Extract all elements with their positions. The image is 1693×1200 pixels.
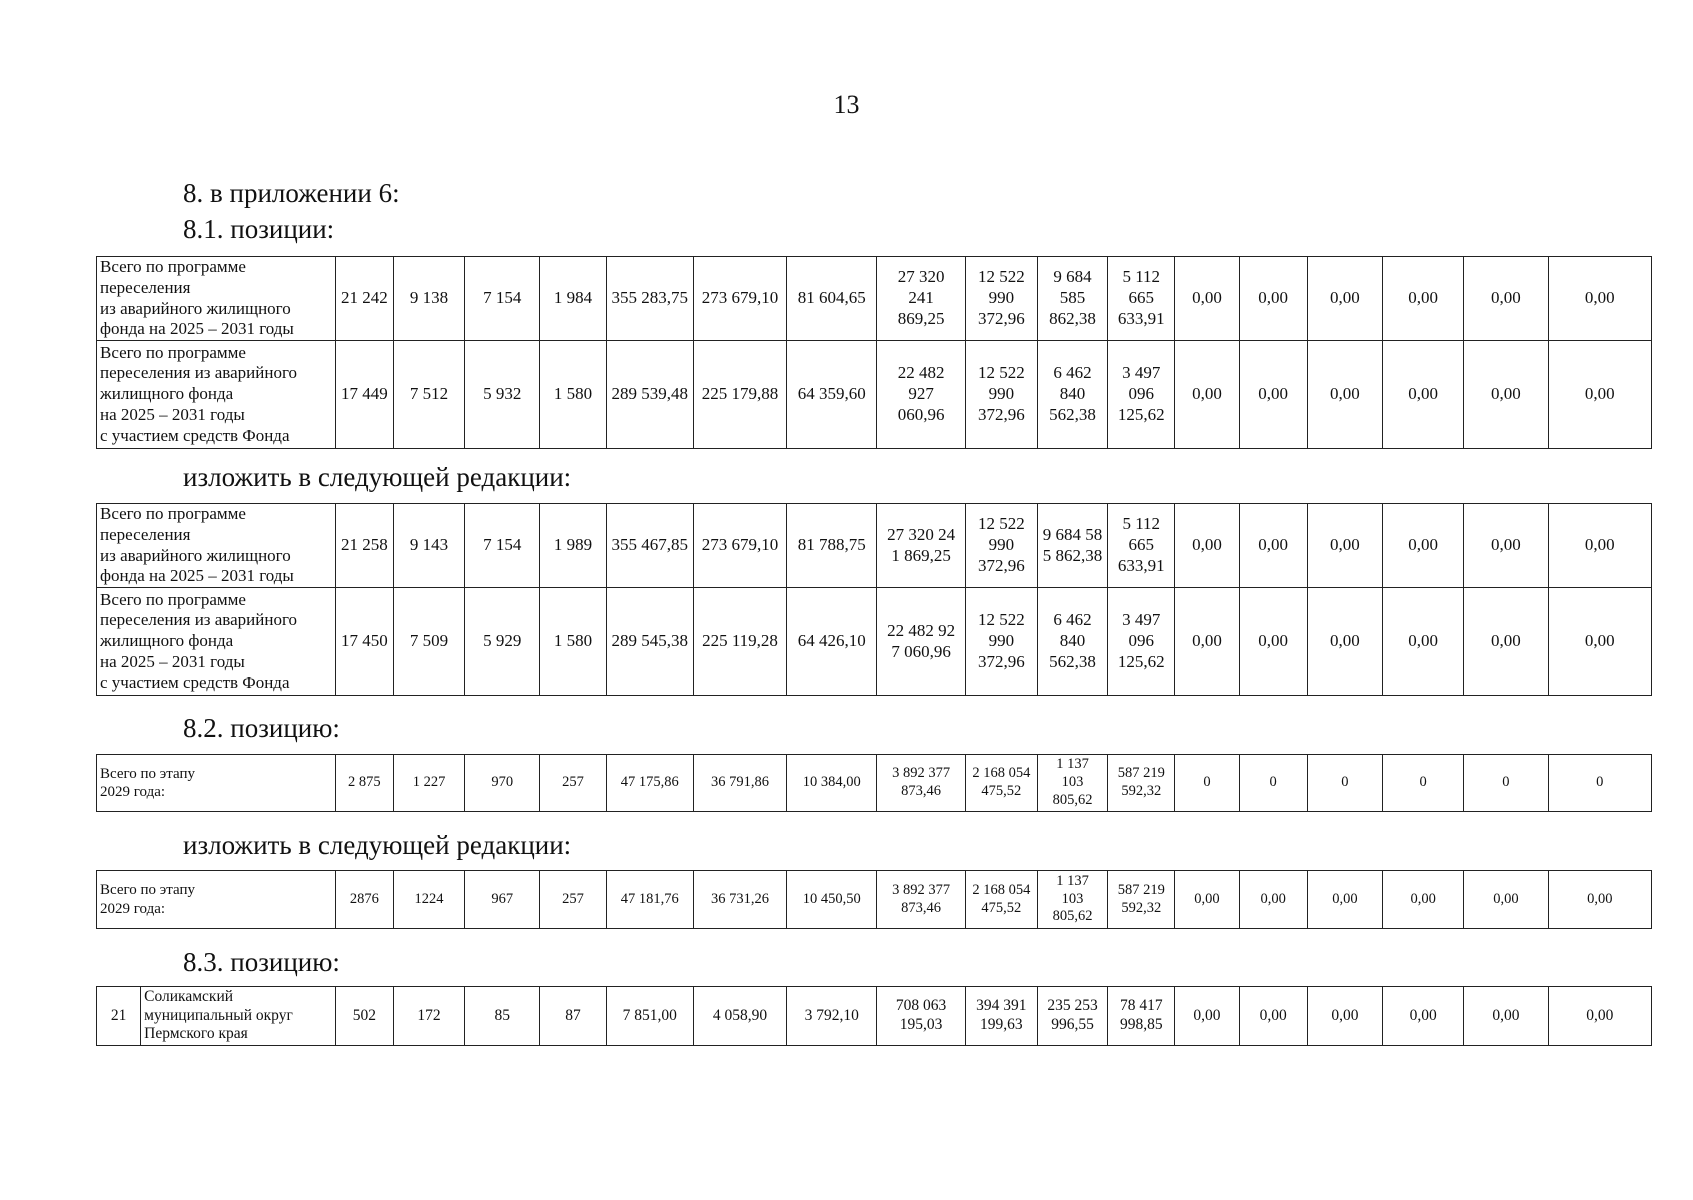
value-cell-3: 970 bbox=[465, 755, 540, 812]
value-cell-1: 2876 bbox=[335, 871, 393, 929]
table-8-1-new bbox=[96, 503, 1652, 696]
value-cell-17: 0,00 bbox=[1548, 341, 1651, 449]
value-cell-11: 587 219 592,32 bbox=[1108, 871, 1175, 929]
value-cell-13: 0,00 bbox=[1239, 257, 1307, 341]
value-cell-13: 0 bbox=[1239, 755, 1307, 812]
value-cell-16: 0,00 bbox=[1464, 987, 1548, 1046]
value-cell-17: 0,00 bbox=[1548, 588, 1651, 696]
value-cell-4: 87 bbox=[540, 987, 606, 1046]
value-cell-16: 0,00 bbox=[1464, 257, 1548, 341]
value-cell-7: 10 450,50 bbox=[787, 871, 877, 929]
value-cell-3: 5 932 bbox=[465, 341, 540, 449]
value-cell-9: 2 168 054 475,52 bbox=[965, 871, 1037, 929]
value-cell-6: 273 679,10 bbox=[693, 257, 786, 341]
value-cell-14: 0,00 bbox=[1307, 871, 1382, 929]
value-cell-12: 0,00 bbox=[1175, 871, 1239, 929]
value-cell-12: 0,00 bbox=[1175, 257, 1239, 341]
row-label-cell: Всего по программе переселения из аварийного жилищного фонда на 2025 – 2031 годы bbox=[97, 504, 336, 588]
value-cell-12: 0,00 bbox=[1175, 341, 1239, 449]
value-cell-8: 22 482 927 060,96 bbox=[877, 341, 965, 449]
value-cell-14: 0,00 bbox=[1307, 504, 1382, 588]
value-cell-8: 27 320 241 869,25 bbox=[877, 257, 965, 341]
value-cell-6: 36 731,26 bbox=[693, 871, 786, 929]
value-cell-7: 64 359,60 bbox=[787, 341, 877, 449]
value-cell-8: 3 892 377 873,46 bbox=[877, 755, 965, 812]
table-8-3 bbox=[96, 986, 1652, 1046]
value-cell-2: 1224 bbox=[393, 871, 464, 929]
value-cell-13: 0,00 bbox=[1239, 588, 1307, 696]
value-cell-11: 5 112 665 633,91 bbox=[1108, 504, 1175, 588]
value-cell-9: 2 168 054 475,52 bbox=[965, 755, 1037, 812]
value-cell-7: 64 426,10 bbox=[787, 588, 877, 696]
value-cell-5: 355 467,85 bbox=[606, 504, 693, 588]
row-number-cell: 21 bbox=[97, 987, 141, 1046]
value-cell-10: 1 137 103 805,62 bbox=[1037, 871, 1107, 929]
value-cell-12: 0,00 bbox=[1175, 504, 1239, 588]
value-cell-12: 0,00 bbox=[1175, 588, 1239, 696]
value-cell-4: 1 580 bbox=[540, 341, 606, 449]
table-row bbox=[97, 341, 1652, 449]
value-cell-3: 967 bbox=[465, 871, 540, 929]
row-label-cell: Всего по этапу 2029 года: bbox=[97, 755, 336, 812]
value-cell-10: 6 462 840 562,38 bbox=[1037, 341, 1107, 449]
value-cell-11: 587 219 592,32 bbox=[1108, 755, 1175, 812]
value-cell-10: 9 684 58 5 862,38 bbox=[1037, 504, 1107, 588]
value-cell-10: 235 253 996,55 bbox=[1037, 987, 1107, 1046]
value-cell-15: 0 bbox=[1383, 755, 1464, 812]
row-label-cell: Всего по этапу 2029 года: bbox=[97, 871, 336, 929]
value-cell-9: 12 522 990 372,96 bbox=[965, 588, 1037, 696]
value-cell-5: 289 539,48 bbox=[606, 341, 693, 449]
row-label-cell: Всего по программе переселения из аварийного жилищного фонда на 2025 – 2031 годы bbox=[97, 257, 336, 341]
value-cell-8: 3 892 377 873,46 bbox=[877, 871, 965, 929]
value-cell-14: 0,00 bbox=[1307, 341, 1382, 449]
heading-appendix-6: 8. в приложении 6: bbox=[183, 178, 400, 208]
value-cell-12: 0,00 bbox=[1175, 987, 1239, 1046]
value-cell-6: 225 179,88 bbox=[693, 341, 786, 449]
value-cell-5: 47 181,76 bbox=[606, 871, 693, 929]
table-row bbox=[97, 871, 1652, 929]
heading-8-2-new-edition: изложить в следующей редакции: bbox=[183, 830, 572, 860]
value-cell-14: 0,00 bbox=[1307, 257, 1382, 341]
value-cell-13: 0,00 bbox=[1239, 871, 1307, 929]
value-cell-1: 502 bbox=[335, 987, 393, 1046]
value-cell-9: 394 391 199,63 bbox=[965, 987, 1037, 1046]
value-cell-1: 21 258 bbox=[335, 504, 393, 588]
value-cell-5: 289 545,38 bbox=[606, 588, 693, 696]
value-cell-2: 172 bbox=[393, 987, 464, 1046]
value-cell-15: 0,00 bbox=[1383, 257, 1464, 341]
value-cell-3: 85 bbox=[465, 987, 540, 1046]
value-cell-17: 0,00 bbox=[1548, 871, 1651, 929]
value-cell-8: 708 063 195,03 bbox=[877, 987, 965, 1046]
value-cell-13: 0,00 bbox=[1239, 504, 1307, 588]
value-cell-2: 7 512 bbox=[393, 341, 464, 449]
value-cell-9: 12 522 990 372,96 bbox=[965, 257, 1037, 341]
value-cell-2: 9 138 bbox=[393, 257, 464, 341]
value-cell-3: 7 154 bbox=[465, 257, 540, 341]
value-cell-9: 12 522 990 372,96 bbox=[965, 341, 1037, 449]
heading-8-1-new-edition: изложить в следующей редакции: bbox=[183, 462, 572, 492]
value-cell-12: 0 bbox=[1175, 755, 1239, 812]
value-cell-13: 0,00 bbox=[1239, 987, 1307, 1046]
value-cell-4: 257 bbox=[540, 755, 606, 812]
value-cell-17: 0,00 bbox=[1548, 504, 1651, 588]
value-cell-1: 21 242 bbox=[335, 257, 393, 341]
page-number: 13 bbox=[833, 90, 860, 119]
value-cell-14: 0,00 bbox=[1307, 987, 1382, 1046]
value-cell-11: 3 497 096 125,62 bbox=[1108, 588, 1175, 696]
value-cell-5: 7 851,00 bbox=[606, 987, 693, 1046]
value-cell-3: 5 929 bbox=[465, 588, 540, 696]
table-row bbox=[97, 588, 1652, 696]
table-row bbox=[97, 504, 1652, 588]
value-cell-16: 0 bbox=[1464, 755, 1548, 812]
row-label-cell: Всего по программе переселения из аварийного жилищного фонда на 2025 – 2031 годы с участием средств Фонда bbox=[97, 341, 336, 449]
value-cell-5: 355 283,75 bbox=[606, 257, 693, 341]
value-cell-16: 0,00 bbox=[1464, 871, 1548, 929]
heading-8-3-position: 8.3. позицию: bbox=[183, 947, 340, 977]
table-8-1-old bbox=[96, 256, 1652, 449]
value-cell-6: 36 791,86 bbox=[693, 755, 786, 812]
table-row bbox=[97, 257, 1652, 341]
value-cell-14: 0,00 bbox=[1307, 588, 1382, 696]
value-cell-15: 0,00 bbox=[1383, 341, 1464, 449]
value-cell-11: 3 497 096 125,62 bbox=[1108, 341, 1175, 449]
value-cell-1: 17 450 bbox=[335, 588, 393, 696]
value-cell-6: 225 119,28 bbox=[693, 588, 786, 696]
value-cell-17: 0,00 bbox=[1548, 987, 1651, 1046]
value-cell-4: 1 580 bbox=[540, 588, 606, 696]
value-cell-17: 0 bbox=[1548, 755, 1651, 812]
value-cell-15: 0,00 bbox=[1383, 987, 1464, 1046]
value-cell-15: 0,00 bbox=[1383, 871, 1464, 929]
value-cell-10: 9 684 585 862,38 bbox=[1037, 257, 1107, 341]
value-cell-2: 1 227 bbox=[393, 755, 464, 812]
value-cell-10: 6 462 840 562,38 bbox=[1037, 588, 1107, 696]
value-cell-16: 0,00 bbox=[1464, 341, 1548, 449]
value-cell-4: 1 989 bbox=[540, 504, 606, 588]
value-cell-2: 7 509 bbox=[393, 588, 464, 696]
value-cell-4: 1 984 bbox=[540, 257, 606, 341]
value-cell-7: 10 384,00 bbox=[787, 755, 877, 812]
value-cell-6: 4 058,90 bbox=[693, 987, 786, 1046]
value-cell-13: 0,00 bbox=[1239, 341, 1307, 449]
value-cell-14: 0 bbox=[1307, 755, 1382, 812]
heading-8-2-position: 8.2. позицию: bbox=[183, 713, 340, 743]
value-cell-8: 27 320 24 1 869,25 bbox=[877, 504, 965, 588]
value-cell-15: 0,00 bbox=[1383, 504, 1464, 588]
heading-8-1-positions: 8.1. позиции: bbox=[183, 214, 335, 244]
value-cell-16: 0,00 bbox=[1464, 504, 1548, 588]
value-cell-4: 257 bbox=[540, 871, 606, 929]
value-cell-11: 5 112 665 633,91 bbox=[1108, 257, 1175, 341]
table-row bbox=[97, 987, 1652, 1046]
table-row bbox=[97, 755, 1652, 812]
value-cell-17: 0,00 bbox=[1548, 257, 1651, 341]
value-cell-7: 81 604,65 bbox=[787, 257, 877, 341]
value-cell-1: 17 449 bbox=[335, 341, 393, 449]
value-cell-11: 78 417 998,85 bbox=[1108, 987, 1175, 1046]
value-cell-16: 0,00 bbox=[1464, 588, 1548, 696]
table-8-2-new bbox=[96, 870, 1652, 929]
value-cell-8: 22 482 92 7 060,96 bbox=[877, 588, 965, 696]
value-cell-3: 7 154 bbox=[465, 504, 540, 588]
value-cell-15: 0,00 bbox=[1383, 588, 1464, 696]
value-cell-6: 273 679,10 bbox=[693, 504, 786, 588]
row-label-cell: Всего по программе переселения из аварийного жилищного фонда на 2025 – 2031 годы с участием средств Фонда bbox=[97, 588, 336, 696]
value-cell-5: 47 175,86 bbox=[606, 755, 693, 812]
value-cell-7: 3 792,10 bbox=[787, 987, 877, 1046]
value-cell-9: 12 522 990 372,96 bbox=[965, 504, 1037, 588]
value-cell-10: 1 137 103 805,62 bbox=[1037, 755, 1107, 812]
table-8-2-old bbox=[96, 754, 1652, 812]
row-label-cell: Соликамский муниципальный округ Пермского края bbox=[141, 987, 336, 1046]
value-cell-2: 9 143 bbox=[393, 504, 464, 588]
value-cell-7: 81 788,75 bbox=[787, 504, 877, 588]
value-cell-1: 2 875 bbox=[335, 755, 393, 812]
